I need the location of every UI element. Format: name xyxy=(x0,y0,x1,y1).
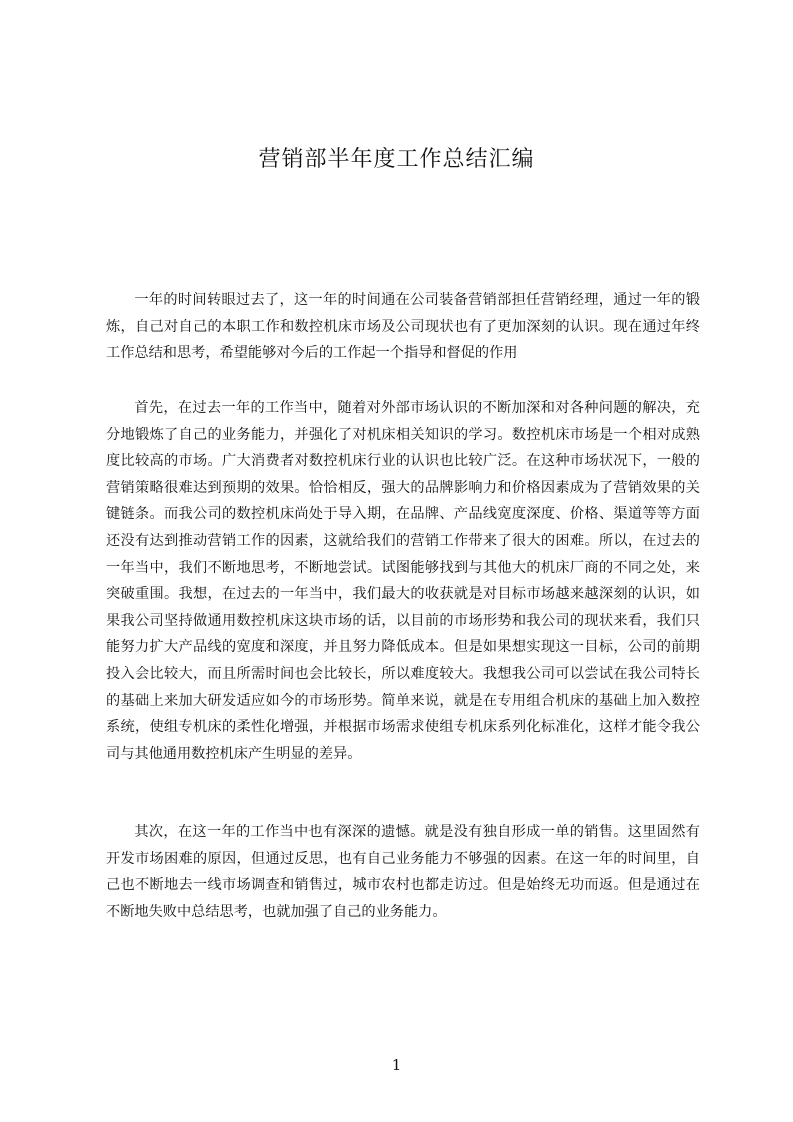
paragraph-intro: 一年的时间转眼过去了，这一年的时间通在公司装备营销部担任营销经理，通过一年的锻炼，自己对自己的本职工作和数控机床市场及公司现状也有了更加深刻的认识。现在通过年终工作总结和思考，希望能够对今后的工作起一个指导和督促的作用 xyxy=(106,292,700,362)
paragraph-second-point: 其次，在这一年的工作当中也有深深的遗憾。就是没有独自形成一单的销售。这里固然有开发市场困难的原因，但通过反思，也有自己业务能力不够强的因素。在这一年的时间里，自己也不断地去一线市场调查和销售过，城市农村也都走访过。但是始终无功而返。但是通过在不断地失败中总结思考，也就加强了自己的业务能力。 xyxy=(106,824,700,920)
paragraph-first-point: 首先，在过去一年的工作当中，随着对外部市场认识的不断加深和对各种问题的解决，充分地锻炼了自己的业务能力，并强化了对机床相关知识的学习。数控机床市场是一个相对成熟度比较高的市场。广大消费者对数控机床行业的认识也比较广泛。在这种市场状况下，一般的营销策略很难达到预期的效果。恰恰相反，强大的品牌影响力和价格因素成为了营销效果的关键链条。而我公司的数控机床尚处于导入期，在品牌、产品线宽度深度、价格、渠道等等方面还没有达到推动营销工作的因素，这就给我们的营销工作带来了很大的困难。所以，在过去的一年当中，我们不断地思考，不断地尝试。试图能够找到与其他大的机床厂商的不同之处，来突破重围。我想，在过去的一年当中，我们最大的收获就是对目标市场越来越深刻的认识，如果我公司坚持做通用数控机床这块市场的话，以目前的市场形势和我公司的现状来看，我们只能努力扩大产品线的宽度和深度，并且努力降低成本。但是如果想实现这一目标，公司的前期投入会比较大，而且所需时间也会比较长，所以难度较大。我想我公司可以尝试在我公司特长的基础上来加大研发适应如今的市场形势。简单来说，就是在专用组合机床的基础上加入数控系统，使组专机床的柔性化增强，并根据市场需求使组专机床系列化标准化，这样才能令我公司与其他通用数控机床产生明显的差异。 xyxy=(106,400,700,762)
page-number: 1 xyxy=(391,1056,402,1074)
page-title: 营销部半年度工作总结汇编 xyxy=(258,147,535,172)
